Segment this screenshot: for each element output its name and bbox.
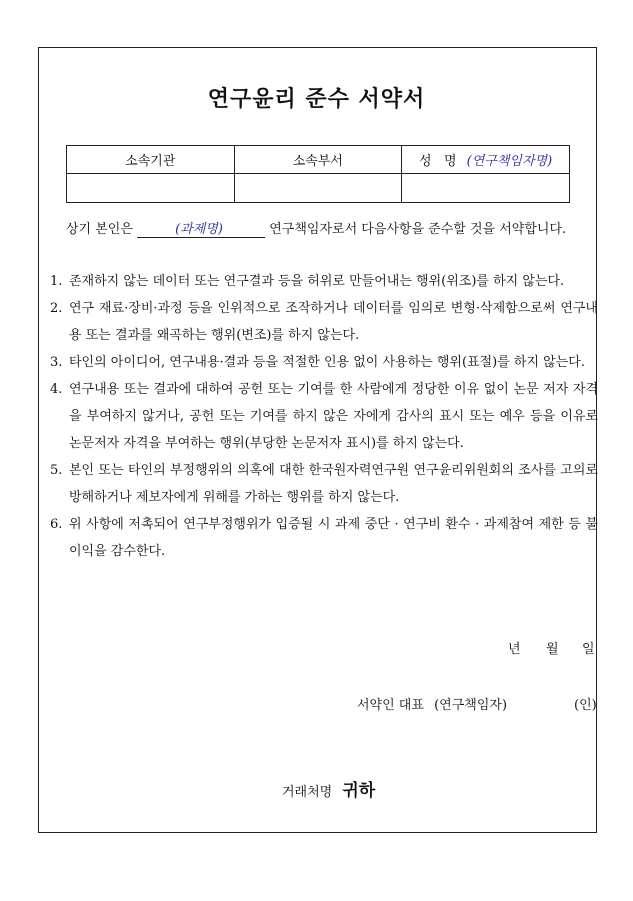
header-name-label: 성 명: [419, 154, 457, 169]
signer-label: 서약인 대표: [357, 698, 424, 713]
affiliation-field[interactable]: [67, 174, 235, 203]
pledge-prefix: 상기 본인은: [66, 222, 133, 237]
list-item: 6. 위 사항에 저촉되어 연구부정행위가 입증될 시 과제 중단 · 연구비 환수 · 과제참여 제한 등 불이익을 감수한다.: [50, 517, 598, 559]
list-item: 4. 연구내용 또는 결과에 대하여 공헌 또는 기여를 한 사람에게 정당한 이유 없이 논문 저자 자격을 부여하지 않거나, 공헌 또는 기여를 하지 않은 자에게 감사의 표시 또는 예우 등을 이유로 논문저자 자격을 부여하는 행위(부당한 논문저자 표시)를 하지 않는다.: [50, 382, 598, 451]
list-item: 5. 본인 또는 타인의 부정행위의 의혹에 대한 한국원자력연구원 연구윤리위원회의 조사를 고의로 방해하거나 제보자에게 위해를 가하는 행위를 하지 않는다.: [50, 463, 598, 505]
pledge-suffix: 연구책임자로서 다음사항을 준수할 것을 서약합니다.: [269, 222, 567, 237]
date-day: 일: [582, 642, 595, 657]
list-item: 3. 타인의 아이디어, 연구내용·결과 등을 적절한 인용 없이 사용하는 행위(표절)를 하지 않는다.: [50, 355, 585, 370]
info-table-header-row: [67, 146, 570, 174]
recipient-line: [282, 776, 375, 801]
project-name-hint: (과제명): [175, 222, 223, 237]
list-item: 1. 존재하지 않는 데이터 또는 연구결과 등을 허위로 만들어내는 행위(위조)를 하지 않는다.: [50, 274, 565, 289]
header-name: [402, 146, 570, 174]
pledge-items: [50, 268, 598, 565]
signer-line: [357, 694, 507, 713]
pledge-statement: [66, 218, 566, 238]
document-title: 연구윤리 준수 서약서: [207, 86, 426, 112]
date-month: 월: [546, 642, 559, 657]
department-field[interactable]: [234, 174, 402, 203]
project-name-field[interactable]: [137, 218, 265, 238]
header-department: 소속부서: [234, 146, 402, 174]
header-affiliation: 소속기관: [67, 146, 235, 174]
header-name-hint: (연구책임자명): [466, 154, 553, 169]
seal-mark: (인): [574, 698, 597, 713]
recipient-label: 거래처명: [282, 785, 333, 800]
list-item: 2. 연구 재료·장비·과정 등을 인위적으로 조작하거나 데이터를 임의로 변형·삭제함으로써 연구내용 또는 결과를 왜곡하는 행위(변조)를 하지 않는다.: [50, 301, 598, 343]
info-table: [66, 145, 570, 203]
recipient-honorific: 귀하: [342, 781, 376, 801]
date-year: 년: [508, 642, 521, 657]
name-field[interactable]: [402, 174, 570, 203]
signer-role: (연구책임자): [434, 698, 508, 713]
info-table-input-row: [67, 174, 570, 203]
